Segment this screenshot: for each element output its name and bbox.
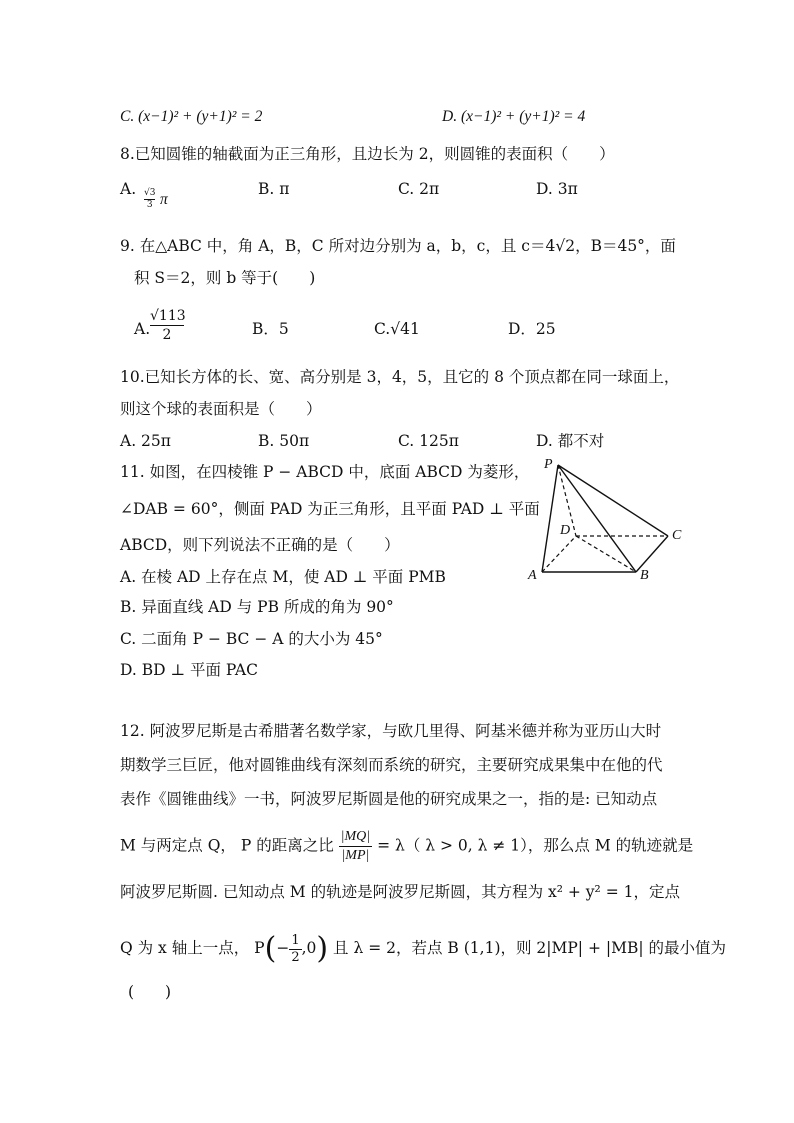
edge-BC — [636, 536, 668, 572]
q8-option-a-denominator: 3 — [144, 199, 155, 211]
q11-option-b: B. 异面直线 AD 与 PB 所成的角为 90° — [120, 598, 394, 616]
q12-line2: 期数学三巨匠，他对圆锥曲线有深刻而系统的研究，主要研究成果集中在他的代 — [120, 756, 663, 774]
q11-stem-line3: ABCD，则下列说法不正确的是（ ） — [120, 536, 400, 554]
q7-option-d: D. (x−1)² + (y+1)² = 4 — [442, 108, 586, 125]
q12-point-fraction — [289, 933, 301, 966]
q11-option-d: D. BD ⊥ 平面 PAC — [120, 661, 258, 679]
q8-option-b: B. π — [258, 180, 290, 198]
q10-option-b: B. 50π — [258, 432, 310, 450]
q12-line6-end: 且 λ = 2，若点 B (1,1)，则 2|MP| + |MB| 的最小值为 — [333, 939, 726, 957]
q12-line6-start: Q 为 x 轴上一点， P — [120, 939, 265, 957]
edge-PC — [558, 465, 668, 536]
q11-stem-line2: ∠DAB = 60°，侧面 PAD 为正三角形，且平面 PAD ⊥ 平面 — [120, 500, 540, 518]
q9-option-b: B．5 — [252, 320, 289, 338]
q7-option-c: C. (x−1)² + (y+1)² = 2 — [120, 108, 263, 125]
q11-option-a: A. 在棱 AD 上存在点 M，使 AD ⊥ 平面 PMB — [120, 568, 446, 586]
q9-option-a-label: A. — [134, 320, 151, 338]
q12-line4-start: M 与两定点 Q， P 的距离之比 — [120, 836, 334, 855]
q8-option-d: D. 3π — [536, 180, 578, 198]
q12-point-close-paren: ) — [316, 931, 329, 966]
q12-answer-blank: ( ) — [128, 983, 172, 1001]
q12-point-numerator: 1 — [291, 932, 300, 948]
q10-option-d: D. 都不对 — [536, 432, 605, 450]
q8-stem: 8.已知圆锥的轴截面为正三角形，且边长为 2，则圆锥的表面积（ ） — [120, 145, 615, 163]
q12-line4-end: = λ（ λ > 0, λ ≠ 1），那么点 M 的轨迹就是 — [377, 836, 694, 855]
q10-stem-line2: 则这个球的表面积是（ ） — [120, 400, 322, 418]
q10-option-a: A. 25π — [120, 432, 171, 450]
q12-ratio-denominator: |MP| — [341, 848, 370, 863]
q12-point-tail: ,0 — [301, 939, 317, 957]
q9-option-d: D．25 — [508, 320, 556, 338]
q12-line1: 12. 阿波罗尼斯是古希腊著名数学家，与欧几里得、阿基米德并称为亚历山大时 — [120, 722, 662, 740]
q9-stem-line1: 9. 在△ABC 中，角 A，B，C 所对边分别为 a，b，c，且 c＝4√2，B＝45°，面 — [120, 237, 676, 255]
q8-option-a-label: A. — [120, 180, 137, 198]
label-P: P — [544, 457, 553, 472]
q11-option-c: C. 二面角 P − BC − A 的大小为 45° — [120, 630, 383, 648]
q8-option-a-numerator: √3 — [144, 188, 156, 198]
q8-option-a-fraction — [144, 188, 155, 211]
q8-option-a-pi: π — [160, 191, 168, 208]
q12-ratio-fraction — [339, 828, 372, 865]
q11-stem-line1: 11. 如图，在四棱锥 P − ABCD 中，底面 ABCD 为菱形， — [120, 463, 530, 481]
q10-stem-line1: 10.已知长方体的长、宽、高分别是 3，4，5，且它的 8 个顶点都在同一球面上， — [120, 368, 680, 386]
q8-option-c: C. 2π — [398, 180, 440, 198]
q12-point-open-paren: ( — [264, 931, 277, 966]
label-C: C — [672, 528, 682, 543]
q11-pyramid-figure — [520, 448, 695, 588]
q9-stem-line2: 积 S＝2，则 b 等于( ) — [134, 269, 316, 287]
q12-ratio-numerator: |MQ| — [339, 828, 372, 847]
label-B: B — [640, 568, 649, 583]
q9-option-a-numerator: √113 — [150, 308, 186, 324]
q12-line5: 阿波罗尼斯圆. 已知动点 M 的轨迹是阿波罗尼斯圆，其方程为 x² + y² = 1，定点 — [120, 883, 680, 901]
q12-line6 — [120, 931, 726, 967]
q12-line3: 表作《圆锥曲线》一书，阿波罗尼斯圆是他的研究成果之一，指的是: 已知动点 — [120, 790, 658, 808]
q9-option-a-denominator: 2 — [162, 327, 172, 343]
q9-option-c: C.√41 — [374, 320, 420, 338]
edge-DB — [576, 536, 636, 572]
q8-option-a — [120, 180, 136, 199]
edge-PB — [558, 465, 636, 572]
q12-point-minus: − — [276, 939, 290, 957]
label-D: D — [560, 523, 571, 538]
q10-option-c: C. 125π — [398, 432, 459, 450]
edge-PA — [542, 465, 558, 572]
q9-option-a-fraction — [150, 307, 184, 344]
q12-line4 — [120, 828, 693, 865]
q12-point-denominator: 2 — [291, 949, 300, 965]
label-A: A — [528, 568, 537, 583]
